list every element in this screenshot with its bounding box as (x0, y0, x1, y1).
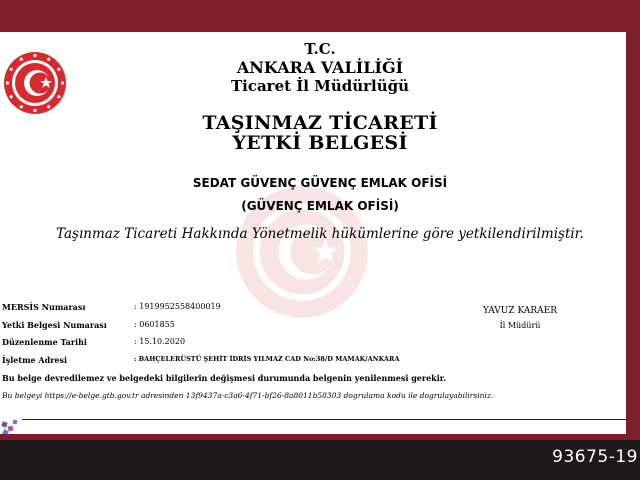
company-name: SEDAT GÜVENÇ GÜVENÇ EMLAK OFİSİ (192, 176, 448, 190)
ministry-seal-icon (2, 50, 68, 116)
header-tc: T.C. (304, 40, 336, 58)
field-label: İşletme Adresi (2, 355, 68, 365)
bottom-rule (0, 419, 626, 420)
field-label: Düzenlenme Tarihi (2, 337, 87, 347)
frame-right (626, 32, 640, 434)
field-value: : 1919952558400019 (134, 302, 221, 311)
certificate-title-line2: YETKİ BELGESİ (232, 132, 408, 154)
frame-top (0, 0, 640, 32)
field-value: : 0601855 (134, 320, 175, 329)
verification-note: Bu belgeyi https://e-belge.gtb.gov.tr adresinden 13f9437a-c3a6-4f71-bf26-8a8011b58303 dogrulama kodu ile dogrulayabilirsiniz. (2, 391, 494, 400)
field-value: : BAHÇELERÜSTÜ ŞEHİT İDRİS YILMAZ CAD No:38/D MAMAK/ANKARA (134, 355, 400, 363)
bottom-bar (0, 440, 640, 480)
field-value: : 15.10.2020 (134, 337, 186, 346)
reference-number: 93675-19 (552, 447, 638, 467)
header-directorate: Ticaret İl Müdürlüğü (230, 77, 410, 95)
field-label: Yetki Belgesi Numarası (2, 320, 107, 330)
authorization-statement: Taşınmaz Ticareti Hakkında Yönetmelik hükümlerine göre yetkilendirilmiştir. (56, 226, 584, 242)
company-short-name: (GÜVENÇ EMLAK OFİSİ) (241, 199, 399, 213)
header-governorship: ANKARA VALİLİĞİ (236, 58, 404, 77)
signer-name: YAVUZ KARAER (483, 306, 557, 316)
renewal-note: Bu belge devredilemez ve belgedeki bilgilerin değişmesi durumunda belgenin yenilenmesi gerekir. (2, 373, 447, 383)
signer-role: İl Müdürü (499, 321, 541, 330)
field-label: MERSİS Numarası (2, 302, 86, 312)
certificate-title-line1: TAŞINMAZ TİCARETİ (202, 112, 438, 134)
